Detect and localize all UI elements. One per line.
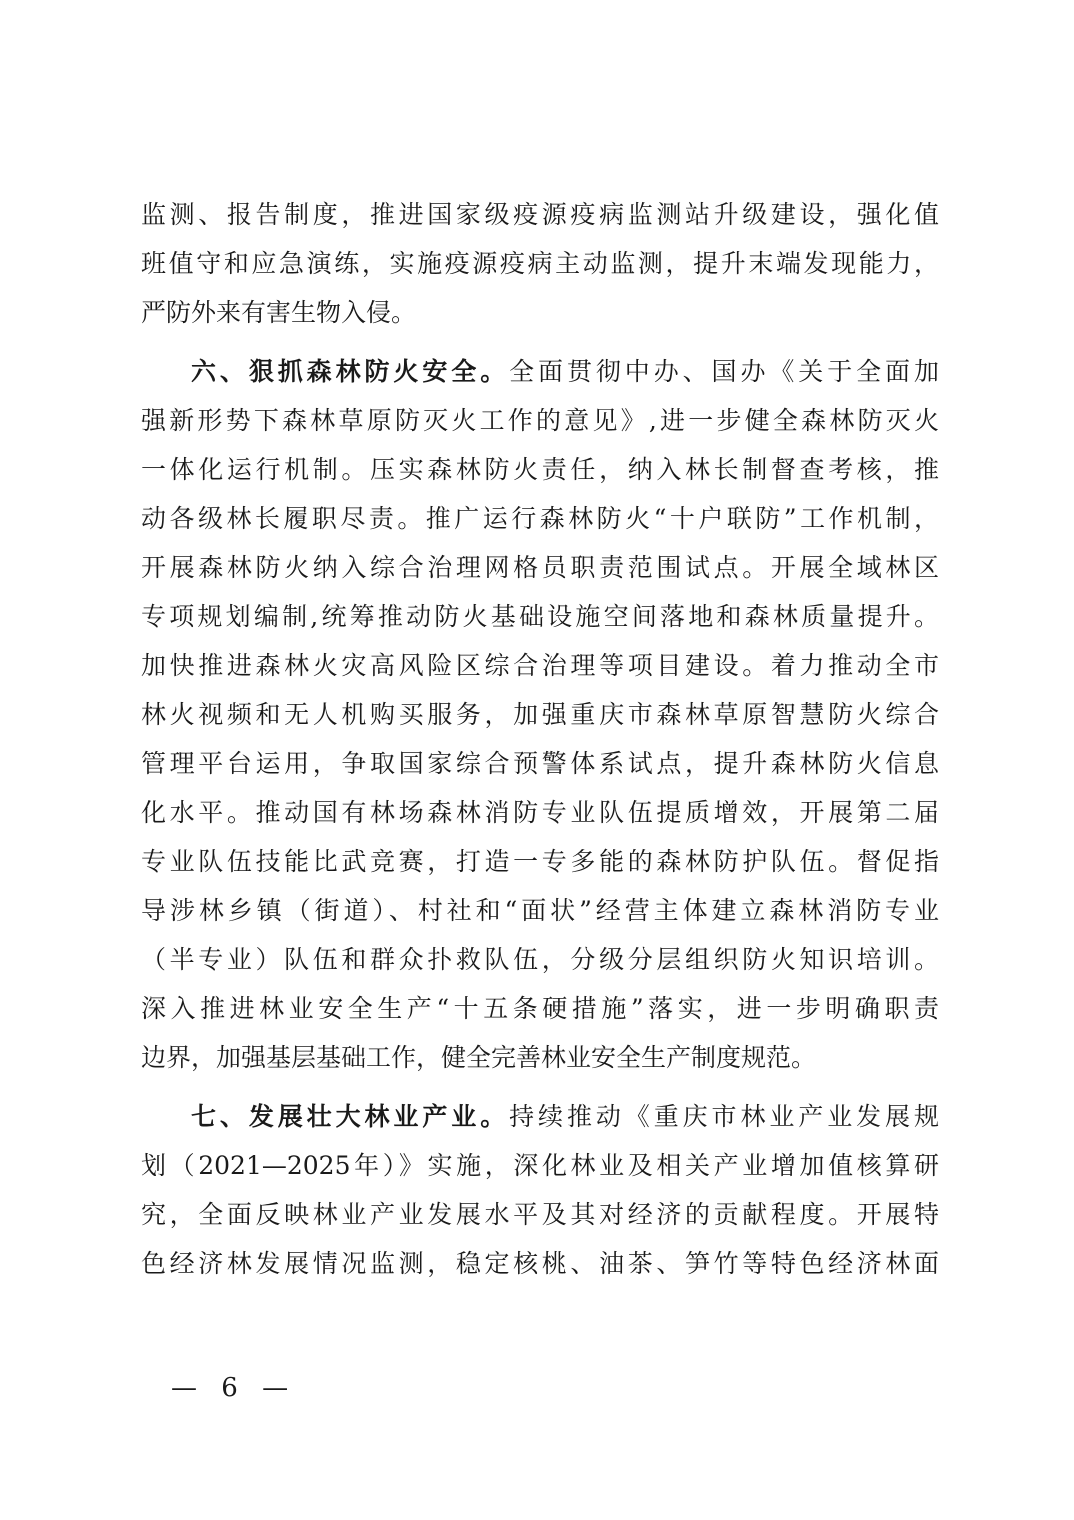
text-line: 林火视频和无人机购买服务，加强重庆市森林草原智慧防火综合 xyxy=(141,700,939,729)
text-line: 专项规划编制,统筹推动防火基础设施空间落地和森林质量提升。 xyxy=(141,602,939,631)
text-line: 动各级林长履职尽责。推广运行森林防火“十户联防”工作机制， xyxy=(141,504,939,533)
text-line: （半专业）队伍和群众扑救队伍，分级分层组织防火知识培训。 xyxy=(141,945,939,974)
document-body xyxy=(141,190,939,1288)
section-heading: 七、发展壮大林业产业。 xyxy=(191,1102,510,1131)
text-line: 严防外来有害生物入侵。 xyxy=(141,298,417,327)
text-line: 加快推进森林火灾高风险区综合治理等项目建设。着力推动全市 xyxy=(141,651,939,680)
text-line: 色经济林发展情况监测，稳定核桃、油茶、笋竹等特色经济林面 xyxy=(141,1249,939,1278)
heading-followup-text: 全面贯彻中办、国办《关于全面加 xyxy=(509,357,939,386)
text-line: 究，全面反映林业产业发展水平及其对经济的贡献程度。开展特 xyxy=(141,1200,939,1229)
text-line: 边界，加强基层基础工作，健全完善林业安全生产制度规范。 xyxy=(141,1043,817,1072)
text-line: 监测、报告制度，推进国家级疫源疫病监测站升级建设，强化值 xyxy=(141,200,939,229)
text-line: 划（2021—2025年）》实施，深化林业及相关产业增加值核算研 xyxy=(141,1151,939,1180)
text-line: 班值守和应急演练，实施疫源疫病主动监测，提升末端发现能力， xyxy=(141,249,939,278)
text-line: 深入推进林业安全生产“十五条硬措施”落实，进一步明确职责 xyxy=(141,994,939,1023)
text-line: 化水平。推动国有林场森林消防专业队伍提质增效，开展第二届 xyxy=(141,798,939,827)
text-line xyxy=(141,1092,939,1141)
text-line: 管理平台运用，争取国家综合预警体系试点，提升森林防火信息 xyxy=(141,749,939,778)
page-number: — 6 — xyxy=(171,1373,297,1403)
text-line: 一体化运行机制。压实森林防火责任，纳入林长制督查考核，推 xyxy=(141,455,939,484)
text-line: 导涉林乡镇（街道）、村社和“面状”经营主体建立森林消防专业 xyxy=(141,896,939,925)
heading-followup-text: 持续推动《重庆市林业产业发展规 xyxy=(509,1102,939,1131)
paragraph-forest-fire-safety xyxy=(141,347,939,1082)
text-line xyxy=(141,347,939,396)
text-line: 强新形势下森林草原防灭火工作的意见》,进一步健全森林防灭火 xyxy=(141,406,939,435)
text-line: 专业队伍技能比武竞赛，打造一专多能的森林防护队伍。督促指 xyxy=(141,847,939,876)
paragraph-continuation xyxy=(141,190,939,337)
text-line: 开展森林防火纳入综合治理网格员职责范围试点。开展全域林区 xyxy=(141,553,939,582)
section-heading: 六、狠抓森林防火安全。 xyxy=(191,357,510,386)
paragraph-forestry-industry xyxy=(141,1092,939,1288)
